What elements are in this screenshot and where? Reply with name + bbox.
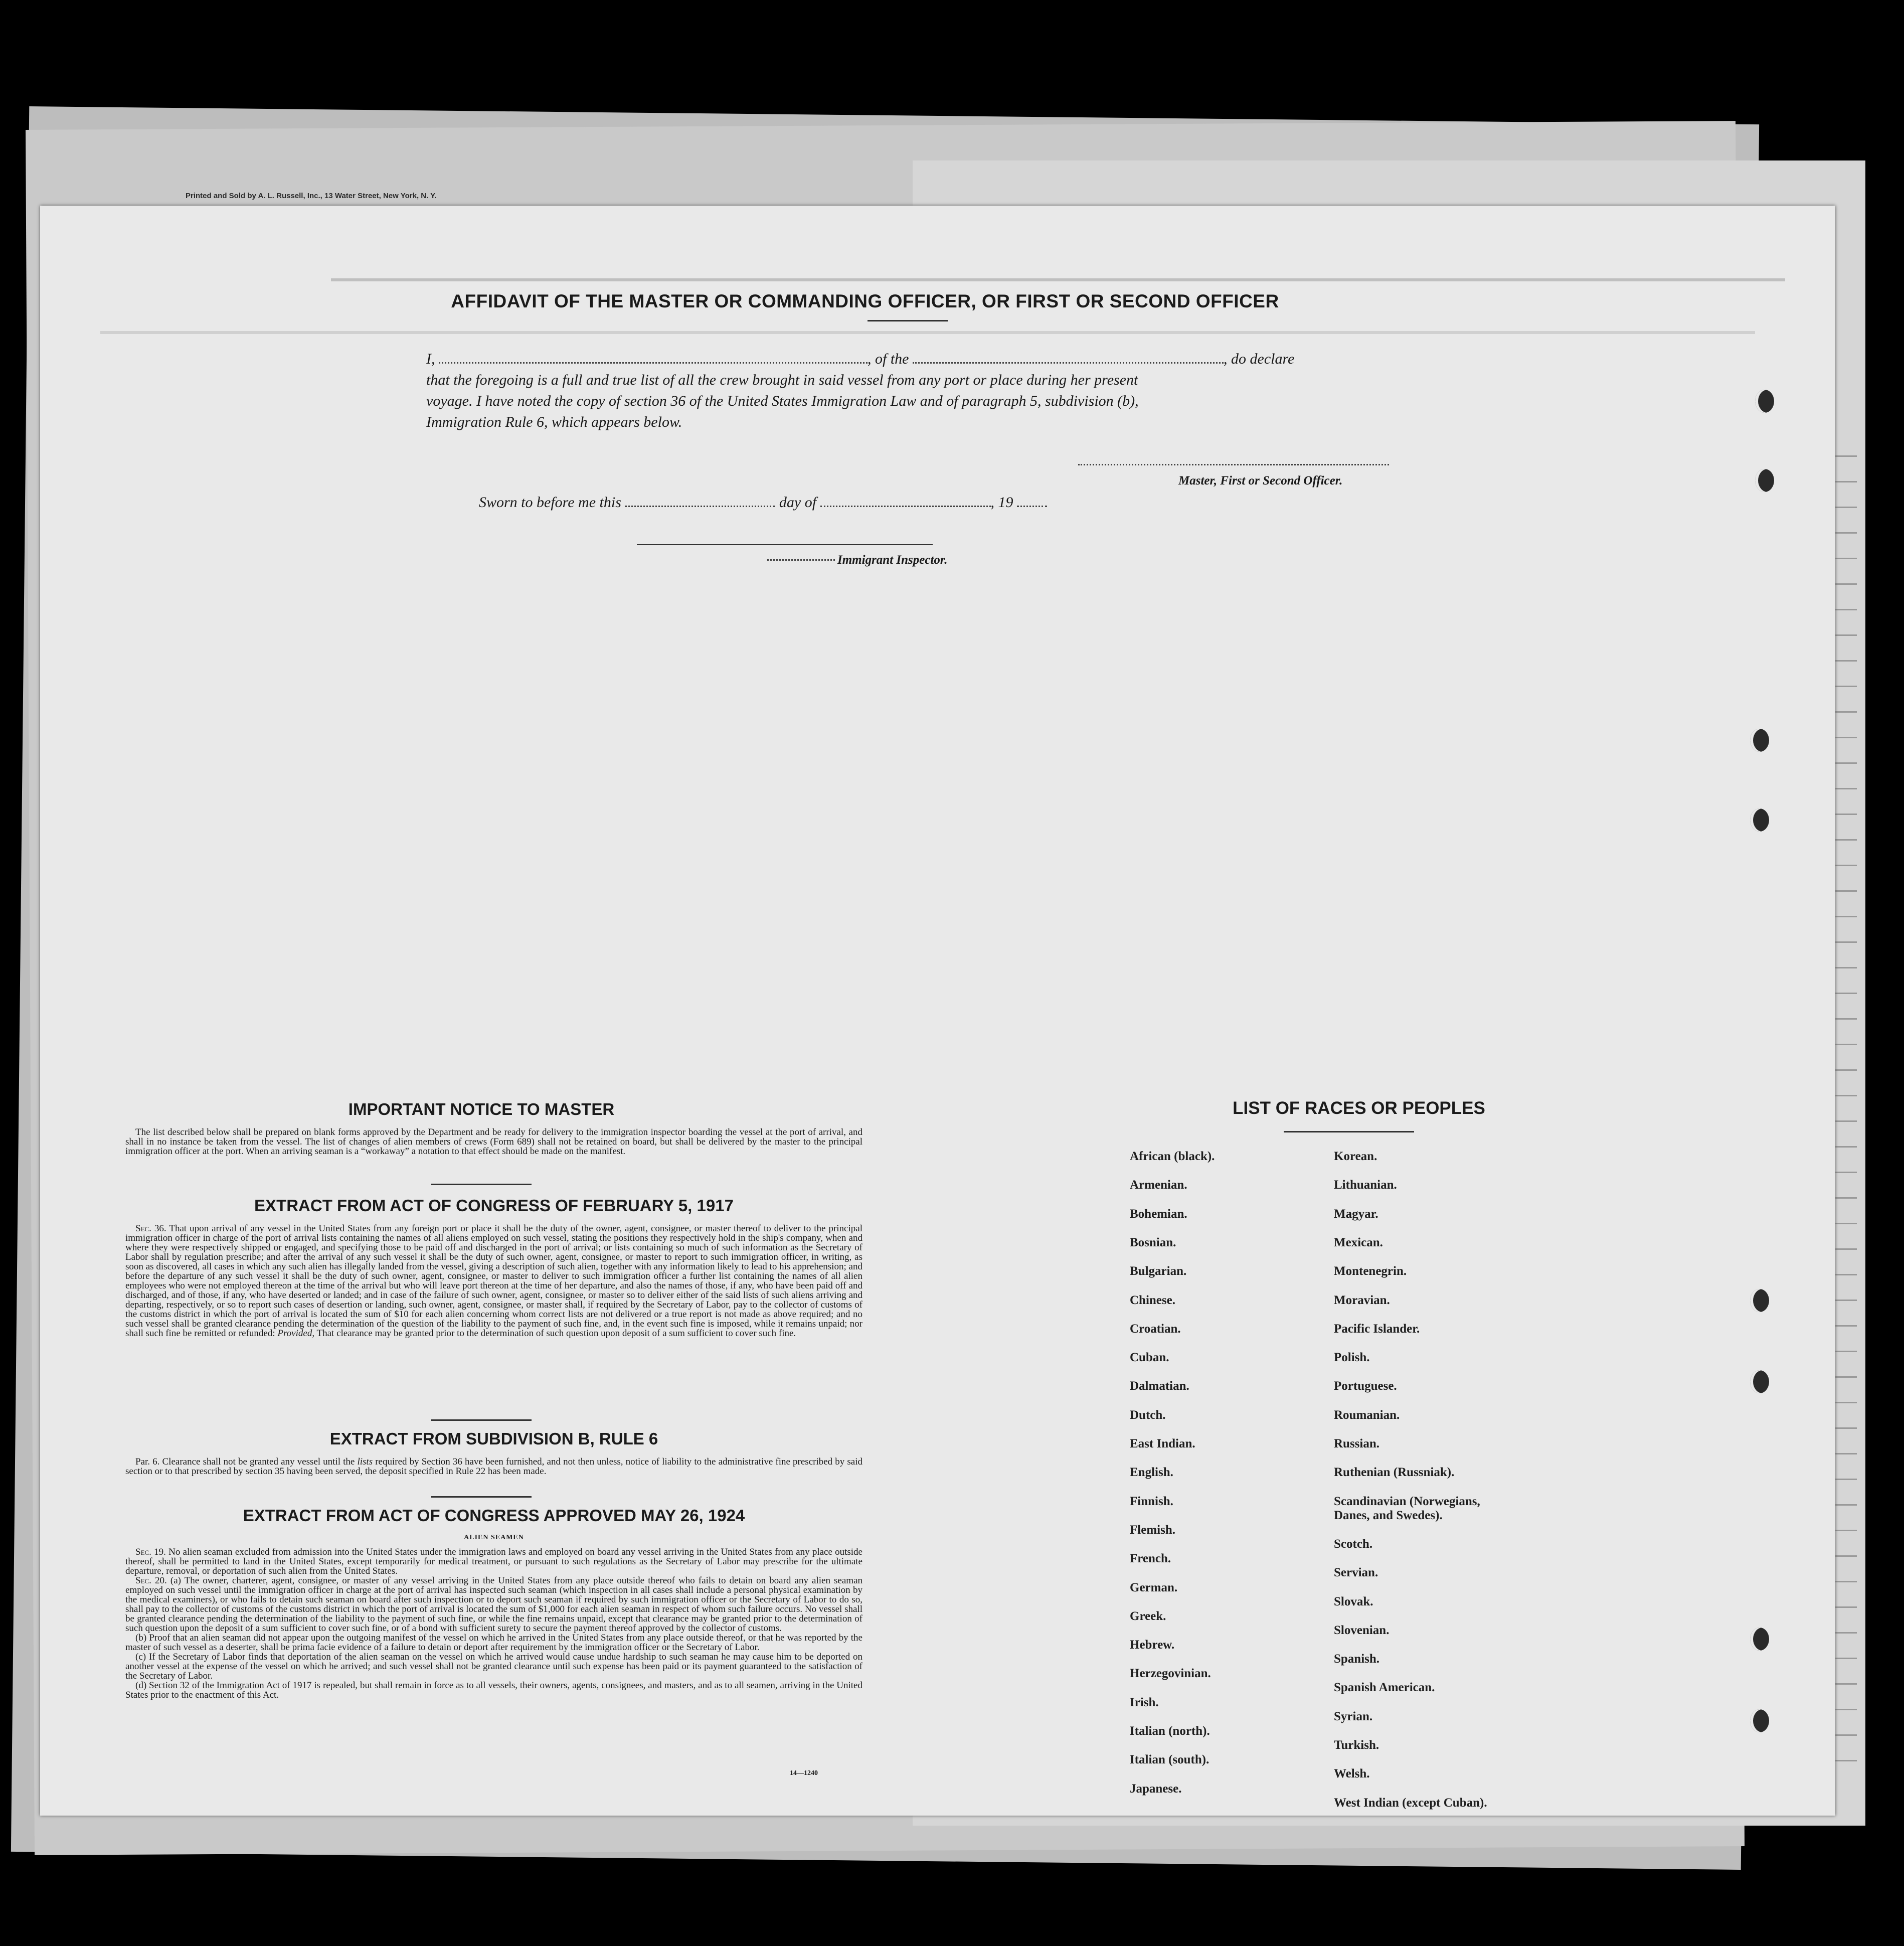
race-item: Magyar. [1334, 1207, 1378, 1221]
inspector-signature-line[interactable] [767, 559, 835, 561]
race-item: Servian. [1334, 1566, 1378, 1580]
proviso-text: That clearance may be granted prior to the determination of such question upon deposit of a sum sufficient to cover such fine. [316, 1328, 796, 1339]
race-item: Croatian. [1130, 1322, 1181, 1336]
act-1924-title: EXTRACT FROM ACT OF CONGRESS APPROVED MAY 26, 1924 [243, 1506, 745, 1525]
race-item: Cuban. [1130, 1351, 1169, 1365]
race-item: Korean. [1334, 1150, 1377, 1163]
act-1917-title: EXTRACT FROM ACT OF CONGRESS OF FEBRUARY 5, 1917 [254, 1196, 734, 1215]
binder-hole [1755, 469, 1774, 492]
month-blank[interactable] [820, 506, 991, 507]
race-item: East Indian. [1130, 1437, 1195, 1450]
proviso-label: Provided, [277, 1328, 315, 1339]
affidavit-line3: voyage. I have noted the copy of section 36 of the United States Immigration Law and of paragraph 5, subdivision (b), [426, 393, 1139, 409]
affidavit-line1 [426, 349, 1409, 370]
sec-20b-text: (b) Proof that an alien seaman did not appear upon the outgoing manifest of the vessel on which he arrived in the United States from any place outside thereof, or that he was reported by the master of such vessel as a deserter, shall be prima facie evidence of a failure to detain or deport after requirement by the immigration officer or the Secretary of Labor. [125, 1633, 862, 1653]
race-item: Italian (south). [1130, 1753, 1209, 1767]
binder-hole [1750, 1370, 1769, 1393]
inspector-signature-label: Immigrant Inspector. [837, 553, 948, 567]
race-item: Portuguese. [1334, 1379, 1397, 1393]
race-item: Pacific Islander. [1334, 1322, 1420, 1336]
race-item: Armenian. [1130, 1178, 1187, 1192]
race-item: Greek. [1130, 1609, 1166, 1623]
sec-36-text: That upon arrival of any vessel in the United States from any foreign port or place it shall be the duty of the owner, agent, consignee, or master thereof to deliver to the principal immigration officer in charge of the port of arrival lists containing the names of all aliens employed on such vessel, stating the positions they respectively hold in the ship's company, when and where they were respectively shipped or engaged, and specifying those to be paid off and discharged in the port of arrival; or lists containing so much of such information as the Secretary of Labor shall by regulation prescribe; and after the arrival of any such vessel it shall be the duty of such owner, agent, consignee, or master to report to such immigration officer, in writing, as soon as discovered, all cases in which any such alien has illegally landed from the vessel, giving a description of such alien, together with any information likely to lead to his apprehension; and before the departure of any such vessel it shall be the duty of such owner, agent, consignee, or master to deliver to such immigration officer a further list containing the names of all alien employees who were not employed thereon at the time of the arrival but who will leave port thereon at the time of her departure, and also the names of those, if any, who have been paid off and discharged, and of those, if any, who have deserted or landed; and in case of the failure of such owner, agent, consignee, or master so to deliver either of the said lists of such aliens arriving and departing, respectively, or so to report such cases of desertion or landing, such owner, agent, consignee, or master shall, if required by the Secretary of Labor, pay to the collector of customs of the customs district in which the port of arrival is located the sum of $10 for each alien concerning whom correct lists are not delivered or a true report is not made as above required; and no such vessel shall be granted clearance pending the determination of the question of the liability to the payment of such fine, and, in the event such fine is imposed, while it remains unpaid; nor shall such fine be remitted or refunded: [125, 1223, 862, 1339]
sec-20c-text: (c) If the Secretary of Labor finds that deportation of the alien seaman on the vessel on which he arrived would cause undue hardship to such seaman he may cause him to be deported on another vessel at the expense of the vessel on which he arrived; and such vessel shall not be granted clearance until such expense has been paid or its payment guaranteed to the satisfaction of the Secretary of Labor. [125, 1652, 862, 1681]
printer-imprint: Printed and Sold by A. L. Russell, Inc., 13 Water Street, New York, N. Y. [186, 192, 437, 200]
rule-6-title: EXTRACT FROM SUBDIVISION B, RULE 6 [329, 1429, 658, 1448]
vessel-blank[interactable] [913, 362, 1224, 364]
binder-hole [1750, 808, 1769, 832]
notice-title: IMPORTANT NOTICE TO MASTER [348, 1100, 615, 1118]
race-item: Roumanian. [1334, 1408, 1400, 1422]
race-item: Scandinavian (Norwegians, [1334, 1494, 1480, 1508]
race-item: Herzegovinian. [1130, 1667, 1211, 1681]
binder-hole [1750, 1709, 1769, 1732]
race-item: Spanish. [1334, 1652, 1380, 1666]
race-item: Slovenian. [1334, 1623, 1390, 1637]
affidavit-line2: that the foregoing is a full and true list of all the crew brought in said vessel from any port or place during her present [426, 372, 1138, 388]
race-item: Lithuanian. [1334, 1178, 1397, 1192]
race-item: Irish. [1130, 1695, 1159, 1709]
day-of-label: day of [779, 494, 817, 511]
year-blank[interactable] [1017, 506, 1047, 507]
race-item: West Indian (except Cuban). [1334, 1796, 1487, 1810]
day-blank[interactable] [625, 506, 775, 507]
master-signature-label: Master, First or Second Officer. [1178, 474, 1343, 488]
show-through-line [331, 278, 1785, 281]
sec-19-text: No alien seaman excluded from admission into the United States under the immigration laws and employed on board any vessel arriving in the United States from any place outside thereof, shall be permitted to land in the United States, except temporarily for medical treatment, or pursuant to such regulations as the Secretary of Labor may prescribe for the ultimate departure, removal, or deportation of such alien from the United States. [125, 1547, 862, 1576]
affidavit-i: I, [426, 351, 435, 367]
sec-20a-text: (a) The owner, charterer, agent, consignee, or master of any vessel arriving in the United States from any place outside thereof who fails to detain on board any alien seaman employed on such vessel until the immigration officer in charge at the port of arrival has inspected such seaman (which inspection in all cases shall include a personal physical examination by the medical examiners), or who fails to detain such seaman on board after such inspection or to deport such seaman if required by such immigration officer or the Secretary of Labor to do so, shall pay to the collector of customs of the customs district in which the port of arrival is located the sum of $1,000 for each alien seaman in respect of whom such failure occurs. No vessel shall be granted clearance pending the determination of the liability to the payment of such fine, or while the fine remains unpaid, except that clearance may be granted prior to the determination of such question upon the deposit of a sum sufficient to cover such fine, or of a bond with sufficient surety to secure the payment thereof approved by the collector of customs. [125, 1575, 863, 1634]
title-rule [868, 320, 948, 321]
affidavit-do-declare: , do declare [1224, 351, 1295, 367]
notice-paragraph: The list described below shall be prepared on blank forms approved by the Department and be ready for delivery to the immigration inspector boarding the vessel at the port of arrival, and shall in no instance be taken from the vessel. The list of changes of alien members of crews (Form 689) shall not be retained on board, but shall be delivered by the master to the principal immigration officer at the port. When an arriving seaman is a “workaway” a notation to that effect should be made on the manifest. [125, 1127, 862, 1157]
race-item: African (black). [1130, 1150, 1215, 1163]
affidavit-line4: Immigration Rule 6, which appears below. [426, 414, 682, 430]
form-number: 14—1240 [790, 1769, 818, 1777]
races-title-rule [1284, 1131, 1414, 1132]
race-item: Ruthenian (Russniak). [1334, 1466, 1455, 1480]
binder-hole [1750, 729, 1769, 752]
race-item: Danes, and Swedes). [1334, 1508, 1443, 1522]
race-item: Turkish. [1334, 1738, 1379, 1752]
par-6-text-a: Par. 6. Clearance shall not be granted any vessel until the [135, 1456, 355, 1467]
race-item: Dutch. [1130, 1408, 1166, 1422]
par-6-text-b: required by Section 36 have been furnished, and not then unless, notice of liability to the administrative fine prescribed by said section or to that prescribed by section 35 having been served, the deposit specified in Rule 22 has been made. [125, 1456, 863, 1477]
race-item: Bosnian. [1130, 1235, 1176, 1249]
race-item: Slovak. [1334, 1594, 1373, 1608]
race-item: French. [1130, 1552, 1171, 1566]
race-item: Hebrew. [1130, 1638, 1175, 1652]
race-item: Scotch. [1334, 1537, 1373, 1551]
race-item: Finnish. [1130, 1494, 1173, 1508]
notice-text [125, 1127, 862, 1156]
sec-19-label: Sec. 19. [135, 1547, 166, 1557]
race-item: Syrian. [1334, 1709, 1373, 1723]
binder-hole [1750, 1289, 1769, 1312]
race-item: Italian (north). [1130, 1724, 1210, 1738]
affidavit-of-the: , of the [868, 351, 909, 367]
section-rule [431, 1419, 532, 1421]
race-item: Russian. [1334, 1437, 1380, 1450]
lists-word: lists [357, 1456, 373, 1467]
race-item: Bulgarian. [1130, 1264, 1187, 1278]
master-signature-line[interactable] [1078, 464, 1389, 465]
inspector-rule [637, 544, 933, 545]
race-item: Montenegrin. [1334, 1264, 1407, 1278]
section-rule [431, 1496, 532, 1498]
binder-hole [1750, 1628, 1769, 1651]
race-item: Spanish American. [1334, 1681, 1435, 1695]
sworn-statement [479, 494, 1047, 511]
act-1924-text [125, 1547, 862, 1700]
alien-seamen-subtitle: ALIEN SEAMEN [464, 1534, 524, 1541]
sec-36-label: Sec. 36. [135, 1223, 166, 1234]
binder-hole [1755, 390, 1774, 413]
sec-20d-text: (d) Section 32 of the Immigration Act of 1917 is repealed, but shall remain in force as to all vessels, their owners, agents, consignees, and masters, and as to all seamen, arriving in the United States prior to the enactment of this Act. [125, 1680, 862, 1700]
affidavit-title: AFFIDAVIT OF THE MASTER OR COMMANDING OFFICER, OR FIRST OR SECOND OFFICER [451, 291, 1279, 311]
year-label: , 19 [990, 494, 1013, 511]
race-item: Mexican. [1334, 1235, 1383, 1249]
race-item: English. [1130, 1466, 1173, 1480]
act-1917-text [125, 1224, 862, 1338]
races-title: LIST OF RACES OR PEOPLES [1233, 1098, 1485, 1118]
race-item: Flemish. [1130, 1523, 1175, 1537]
race-item: Polish. [1334, 1351, 1370, 1365]
name-blank[interactable] [439, 362, 868, 364]
section-rule [431, 1184, 532, 1185]
affidavit-text [426, 349, 1409, 433]
rule-6-text [125, 1457, 862, 1476]
race-item: Japanese. [1130, 1781, 1182, 1796]
race-item: Chinese. [1130, 1293, 1175, 1307]
race-item: Bohemian. [1130, 1207, 1187, 1221]
race-item: German. [1130, 1580, 1178, 1594]
sec-20-label: Sec. 20. [135, 1575, 167, 1586]
race-item: Moravian. [1334, 1293, 1390, 1307]
race-item: Dalmatian. [1130, 1379, 1189, 1393]
sworn-label: Sworn to before me this [479, 494, 621, 511]
race-item: Welsh. [1334, 1767, 1370, 1781]
show-through-line [100, 331, 1755, 334]
